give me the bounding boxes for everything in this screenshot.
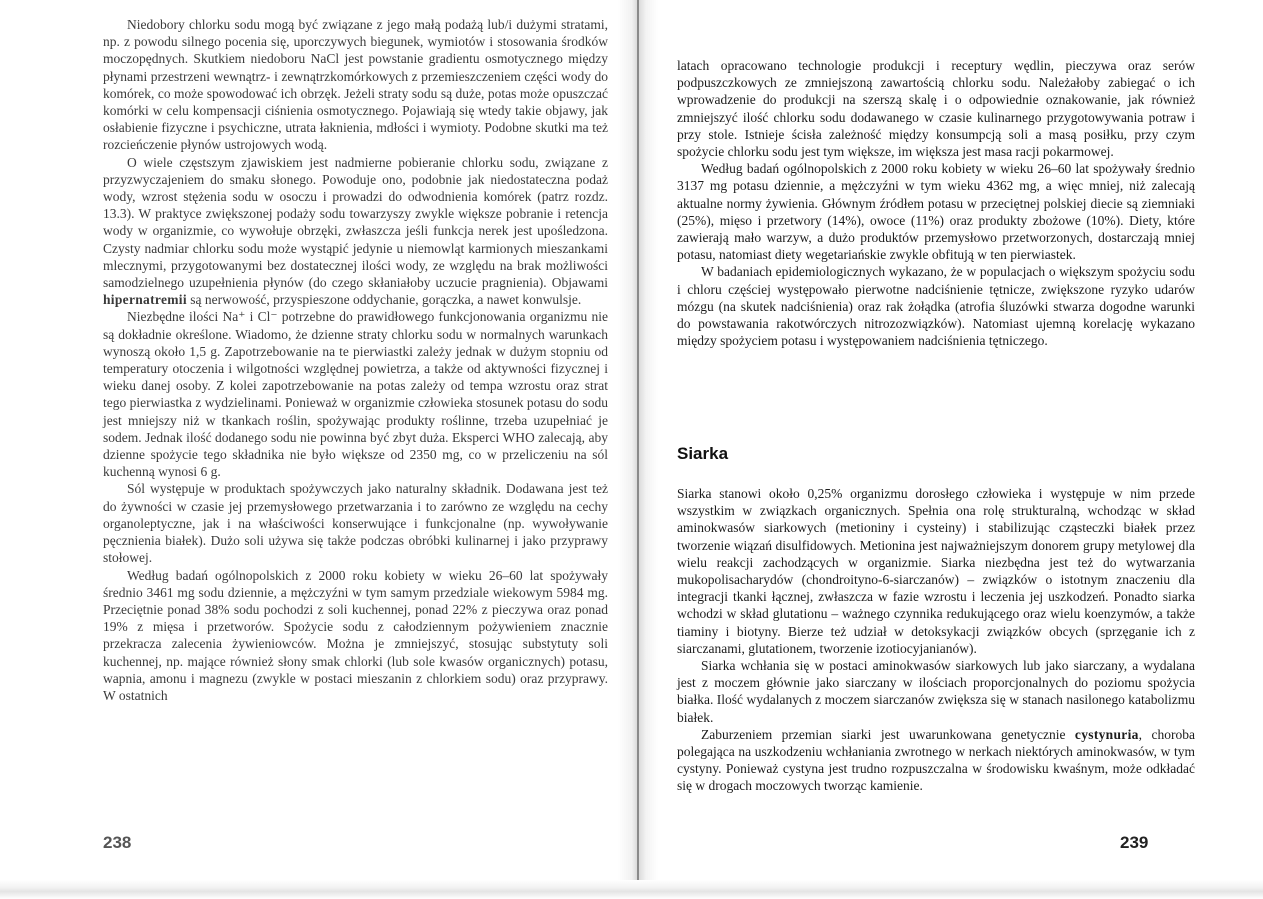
paragraph: Siarka wchłania się w postaci aminokwasów siarkowych lub jako siarczany, a wydalana jest z moczem głównie jako siarczany w ilościach proporcjonalnych do poziomu spożycia białka. Ilość wydalanych z moczem siarczanów zwiększa się w stanach nasilonego katabolizmu białek. bbox=[677, 658, 1195, 725]
paragraph: latach opracowano technologie produkcji i receptury wędlin, pieczywa oraz serów podpuszczkowych ze zmniejszoną zawartością chlorku sodu. Należałoby zabiegać o ich wprowadzenie do produkcji na szerszą skalę i o odpowiednie oznakowanie, jak również zmniejszyć ilość chlorku sodu dodawanego w czasie kulinarnego przygotowywania potraw i przy stole. Istnieje ścisła zależność między konsumpcją soli a masą posiłku, przy czym spożycie chlorku sodu jest tym większe, im większa jest masa racji pokarmowej. bbox=[677, 58, 1195, 160]
paragraph: Niezbędne ilości Na⁺ i Cl⁻ potrzebne do prawidłowego funkcjonowania organizmu nie są dokładnie określone. Wiadomo, że dzienne straty chlorku sodu w normalnych warunkach wynoszą około 1,5 g. Zapotrzebowanie na te pierwiastki zależy jednak w dużym stopniu od temperatury otoczenia i wilgotności względnej powietrza, a także od aktywności fizycznej i wieku danej osoby. Z kolei zapotrzebowanie na potas zależy od tempa wzrostu oraz strat tego pierwiastka z wydzielinami. Ponieważ w organizmie człowieka stosunek potasu do sodu jest mniejszy niż w tkankach roślin, spożywając produkty roślinne, trzeba uzupełniać je sodem. Jednak ilość dodanego sodu nie powinna być zbyt duża. Eksperci WHO zalecają, aby dzienne spożycie tego składnika nie było większe od 2350 mg, co w przeliczeniu na sól kuchenną wynosi 6 g. bbox=[103, 309, 608, 480]
page-number: 238 bbox=[103, 833, 132, 852]
paragraph: Sól występuje w produktach spożywczych jako naturalny składnik. Dodawana jest też do żywności w czasie jej przemysłowego przetwarzania i to zarówno ze względu na cechy organoleptyczne, jak i na właściwości konserwujące i funkcjonalne (np. wywoływanie pęcznienia białek). Dużo soli używa się także podczas obróbki kulinarnej i jako przyprawy stołowej. bbox=[103, 481, 608, 566]
paragraph: Siarka stanowi około 0,25% organizmu dorosłego człowieka i występuje w nim przede wszystkim w związkach organicznych. Spełnia ona rolę strukturalną, wchodząc w skład aminokwasów siarkowych (metioniny i cysteiny) i stabilizując cząsteczki białek przez tworzenie wiązań disulfidowych. Metionina jest najważniejszym donorem grupy metylowej dla wielu reakcji zachodzących w organizmie. Siarka niezbędna jest też do wytwarzania mukopolisacharydów (chondroityno-6-siarczanów) – związków o istotnym znaczeniu dla integracji tkanki łącznej, zwłaszcza w fazie wzrostu i leczenia jej uszkodzeń. Ponadto siarka wchodzi w skład glutationu – ważnego czynnika redukującego oraz wielu koenzymów, a także tiaminy i biotyny. Bierze też udział w detoksykacji związków obcych (sprzęganie ich z siarczanami, glutationem, tworzenie izotiocyjanianów). bbox=[677, 486, 1195, 656]
paragraph bbox=[677, 726, 1195, 795]
bold-term: hipernatremii bbox=[103, 292, 187, 308]
right-page-text-top bbox=[677, 57, 1195, 349]
paragraph: Niedobory chlorku sodu mogą być związane z jego małą podażą lub/i dużymi stratami, np. z powodu silnego pocenia się, uporczywych biegunek, wymiotów i stosowania środków moczopędnych. Skutkiem niedoboru NaCl jest powstanie gradientu osmotycznego między płynami przestrzeni wewnątrz- i zewnątrzkomórkowych z przemieszczeniem części wody do komórek, co może spowodować ich obrzęk. Jeżeli straty sodu są duże, potas może opuszczać komórki w celu kompensacji ciśnienia osmotycznego. Pojawiają się wtedy takie objawy, jak osłabienie fizyczne i psychiczne, utrata łaknienia, mdłości i wymioty. Podobne skutki ma też rozcieńczenie płynów ustrojowych wodą. bbox=[103, 17, 608, 153]
paragraph: Według badań ogólnopolskich z 2000 roku kobiety w wieku 26–60 lat spożywały średnio 3137 mg potasu dziennie, a mężczyźni w tym wieku 4362 mg, a więc mniej, niż zalecają aktualne normy żywienia. Głównym źródłem potasu w przeciętnej polskiej diecie są ziemniaki (25%), mięso i przetwory (14%), owoce (11%) oraz produkty zbożowe (10%). Diety, które zawierają mało warzyw, a dużo produktów przemysłowo przetworzonych, dostarczają mniej potasu, natomiast diety wegetariańskie zwykle obfitują w ten pierwiastek. bbox=[677, 161, 1195, 263]
page-number: 239 bbox=[1120, 833, 1149, 852]
paragraph bbox=[103, 154, 608, 309]
right-page-text-section bbox=[677, 485, 1195, 795]
paragraph-text: Zaburzeniem przemian siarki jest uwarunkowana genetycznie bbox=[701, 726, 1066, 742]
paragraph-text: Objawami bbox=[551, 275, 609, 291]
left-page-text bbox=[103, 16, 608, 704]
paragraph: Według badań ogólnopolskich z 2000 roku kobiety w wieku 26–60 lat spożywały średnio 3461 mg sodu dziennie, a mężczyźni w tym samym przedziale wiekowym 5984 mg. Przeciętnie ponad 38% sodu pochodzi z soli kuchennej, ponad 22% z pieczywa oraz ponad 19% z mięsa i przetworów. Spożycie sodu z całodziennym pożywieniem znacznie przekracza zalecenia żywieniowców. Można je zmniejszyć, stosując substytuty soli kuchennej, np. mające również słony smak chlorki (lub sole kwasów organicznych) potasu, wapnia, amonu i magnezu (zwykle w postaci mieszanin z chlorkiem sodu) oraz przyprawy. W ostatnich bbox=[103, 567, 608, 703]
paragraph: W badaniach epidemiologicznych wykazano, że w populacjach o większym spożyciu sodu i chloru częściej występowało pierwotne nadciśnienie tętnicze, zwiększone ryzyko udarów mózgu (na skutek nadciśnienia) oraz rak żołądka (atrofia śluzówki stwarza dogodne warunki do powstawania rakotwórczych nitrozozwiązków). Natomiast ujemną korelację wykazano między spożyciem potasu i występowaniem nadciśnienia tętniczego. bbox=[677, 264, 1195, 349]
section-heading: Siarka bbox=[677, 444, 729, 463]
paragraph-text: O wiele częstszym zjawiskiem jest nadmierne pobieranie chlorku sodu, związane z przyzwyczajeniem do smaku słonego. Powoduje ono, podobnie jak niedostateczna podaż wody, wzrost stężenia sodu w osoczu i prowadzi do odwodnienia komórek (patrz rozdz. 13.3). W praktyce zwiększonej podaży sodu towarzyszy zwykle większe pobranie i retencja wody w organizmie, co wywołuje obrzęki, zwłaszcza jeśli funkcja nerek jest upośledzona. Czysty nadmiar chlorku sodu może wystąpić jedynie u niemowląt karmionych mieszankami mlecznymi, przygotowanymi bez dostatecznej ilości wody, ze względu na brak możliwości samodzielnego uzupełnienia płynów (do czego skłaniałoby uczucie pragnienia). bbox=[103, 154, 608, 291]
bold-term: cystynuria bbox=[1074, 726, 1139, 742]
right-page bbox=[637, 0, 1263, 899]
paragraph-text: , choroba polegająca na uszkodzeniu wchłaniania zwrotnego w nerkach niektórych aminokwasów, w tym cystyny. Ponieważ cystyna jest trudno rozpuszczalna w środowisku kwaśnym, może odkładać się w drogach moczowych tworząc kamienie. bbox=[677, 726, 1195, 794]
paragraph-text: są nerwowość, przyspieszone oddychanie, gorączka, a nawet konwulsje. bbox=[190, 292, 582, 308]
